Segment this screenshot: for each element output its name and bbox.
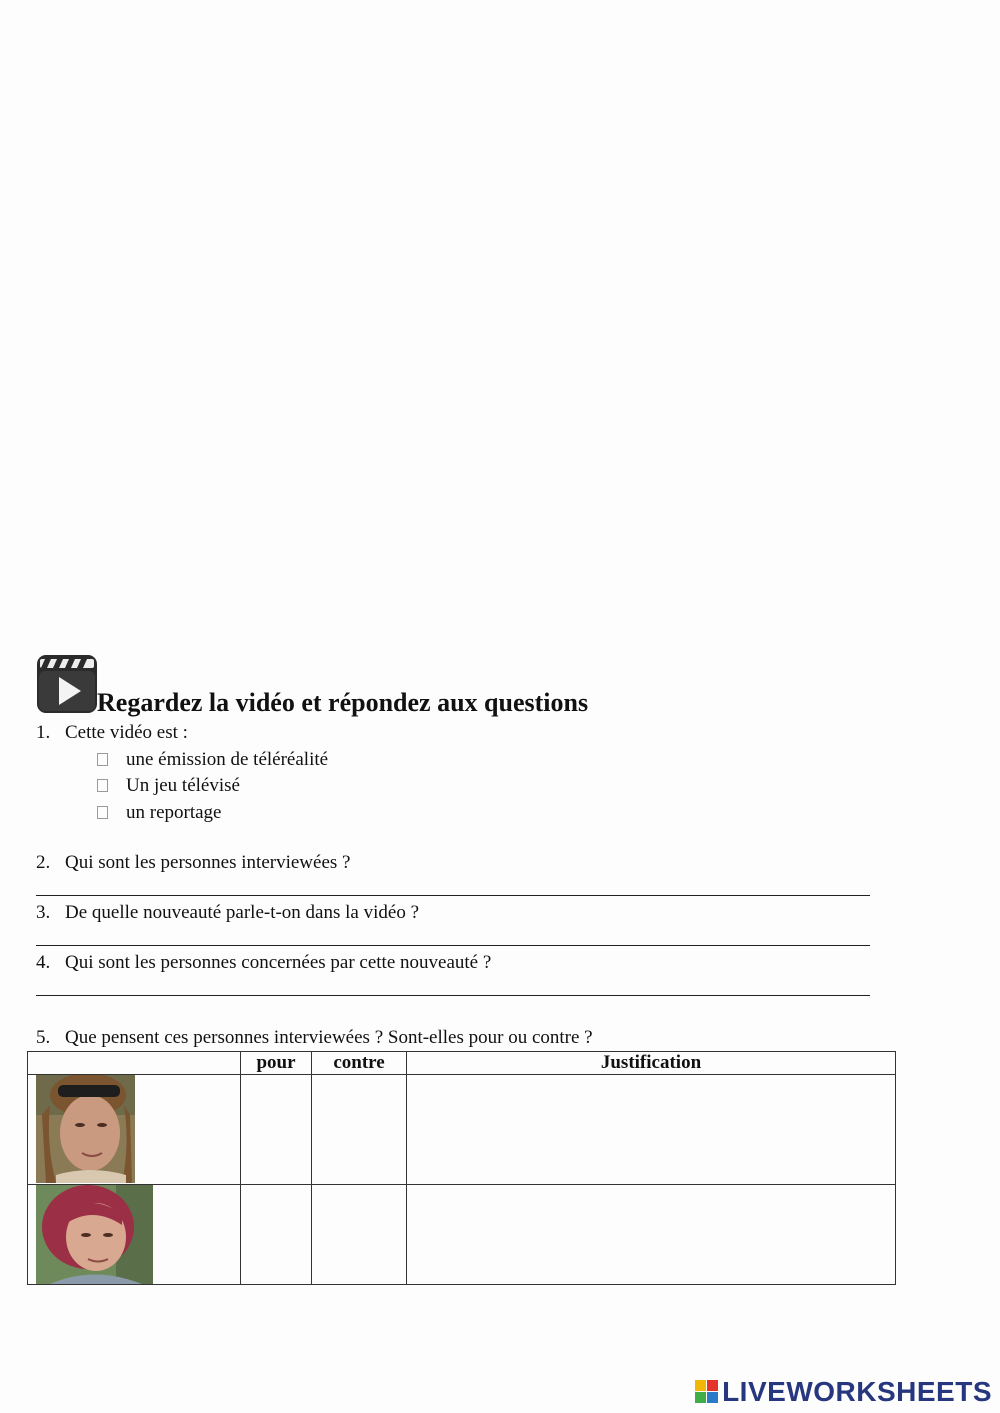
table-row xyxy=(28,1075,896,1185)
contre-cell[interactable] xyxy=(312,1075,407,1185)
header-pour: pour xyxy=(241,1052,312,1075)
answer-line-4[interactable] xyxy=(36,995,870,996)
header-contre: contre xyxy=(312,1052,407,1075)
justification-cell[interactable] xyxy=(407,1075,896,1185)
contre-cell[interactable] xyxy=(312,1185,407,1285)
liveworksheets-logo xyxy=(694,1376,992,1408)
answer-line-3[interactable] xyxy=(36,945,870,946)
brand-name: LIVEWORKSHEETS xyxy=(722,1376,992,1407)
pour-cell[interactable] xyxy=(241,1075,312,1185)
header-justification: Justification xyxy=(407,1052,896,1075)
person-cell xyxy=(28,1185,241,1285)
page-title: Regardez la vidéo et répondez aux questions xyxy=(97,688,589,717)
video-play-icon xyxy=(37,653,97,713)
interviewee-2-photo xyxy=(36,1185,153,1284)
table-header-row xyxy=(28,1052,896,1075)
opinion-table xyxy=(27,1051,896,1285)
pour-cell[interactable] xyxy=(241,1185,312,1285)
checkbox[interactable] xyxy=(97,753,108,766)
table-row xyxy=(28,1185,896,1285)
checkbox[interactable] xyxy=(97,806,108,819)
justification-cell[interactable] xyxy=(407,1185,896,1285)
checkbox[interactable] xyxy=(97,779,108,792)
person-cell xyxy=(28,1075,241,1185)
answer-line-2[interactable] xyxy=(36,895,870,896)
header-person xyxy=(28,1052,241,1075)
liveworksheets-blocks-icon xyxy=(694,1378,720,1406)
interviewee-1-photo xyxy=(36,1075,135,1183)
